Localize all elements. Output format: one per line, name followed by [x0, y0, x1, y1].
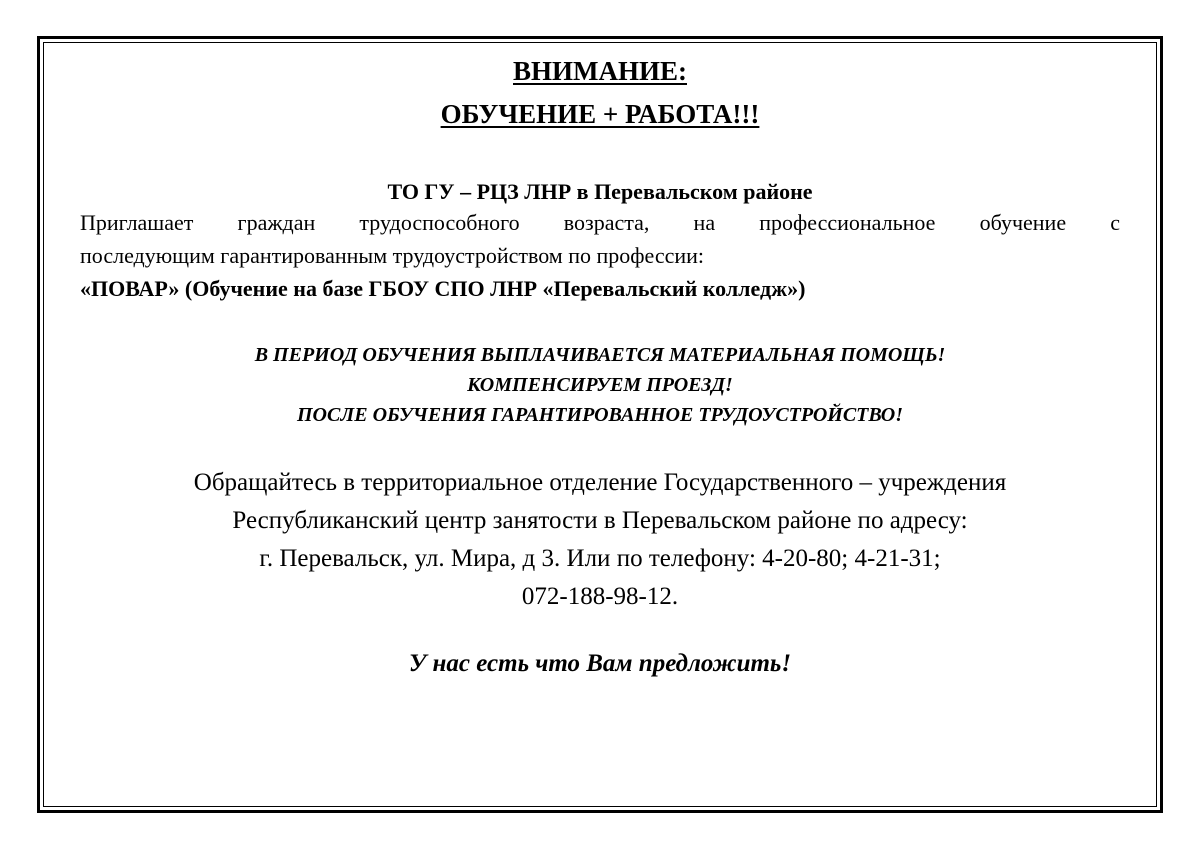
organization-name: ТО ГУ – РЦЗ ЛНР в Перевальском районе — [387, 179, 813, 204]
profession-line: «ПОВАР» (Обучение на базе ГБОУ СПО ЛНР «Перевальский колледж») — [80, 276, 806, 301]
benefit-travel-compensation: КОМПЕНСИРУЕМ ПРОЕЗД! — [467, 374, 733, 396]
contact-line-2: Республиканский центр занятости в Перевальском районе по адресу: — [232, 507, 968, 534]
notice-title-headline: ОБУЧЕНИЕ + РАБОТА!!! — [440, 99, 760, 129]
contact-address-phone: г. Перевальск, ул. Мира, д 3. Или по телефону: 4-20-80; 4-21-31; — [259, 545, 941, 572]
invitation-text-line-2: последующим гарантированным трудоустройством по профессии: — [80, 243, 705, 268]
invitation-text-line-1: Приглашает граждан трудоспособного возраста, на профессиональное обучение с — [80, 210, 1120, 235]
benefit-material-aid: В ПЕРИОД ОБУЧЕНИЯ ВЫПЛАЧИВАЕТСЯ МАТЕРИАЛЬНАЯ ПОМОЩЬ! — [254, 344, 946, 366]
contact-mobile-phone: 072-188-98-12. — [521, 583, 679, 610]
contact-line-1: Обращайтесь в территориальное отделение Государственного – учреждения — [193, 469, 1007, 496]
closing-slogan: У нас есть что Вам предложить! — [408, 650, 792, 677]
benefit-guaranteed-employment: ПОСЛЕ ОБУЧЕНИЯ ГАРАНТИРОВАННОЕ ТРУДОУСТРОЙСТВО! — [296, 404, 904, 426]
notice-title-attention: ВНИМАНИЕ: — [513, 56, 687, 86]
